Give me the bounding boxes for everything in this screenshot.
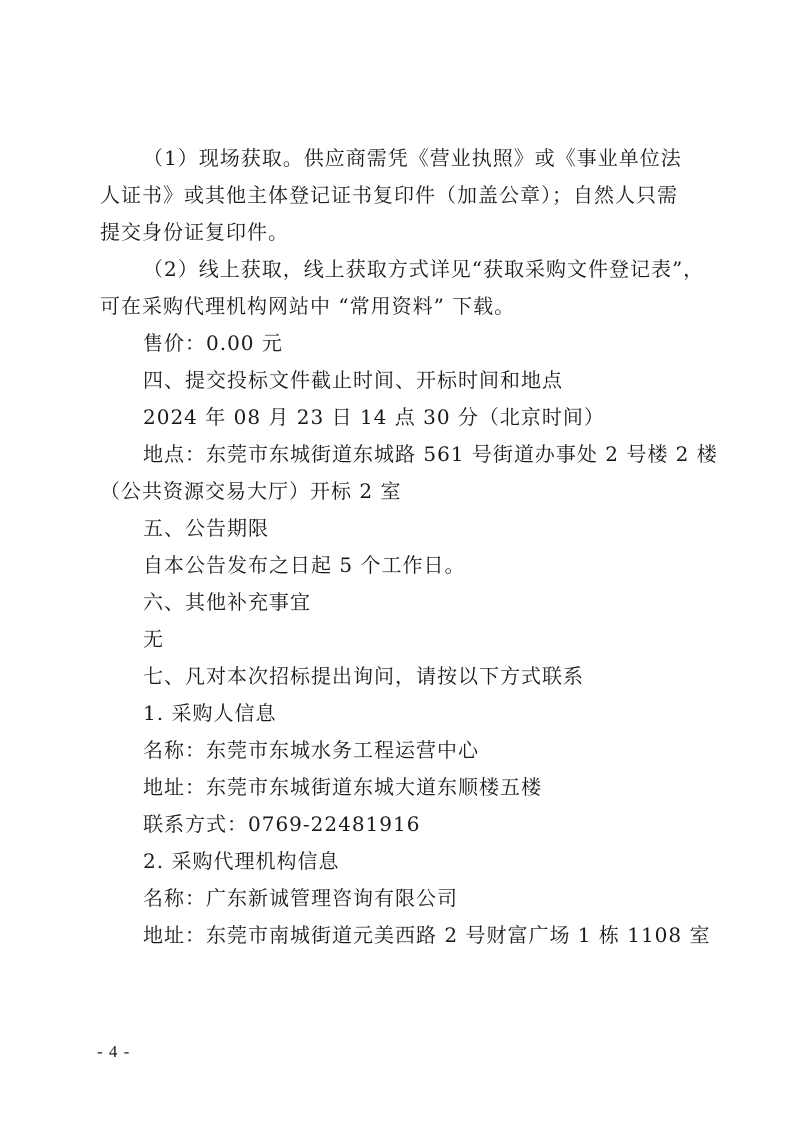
location-line-2: （公共资源交易大厅）开标 2 室 xyxy=(100,479,402,503)
section-heading-5: 五、公告期限 xyxy=(143,516,269,540)
section-heading-6: 六、其他补充事宜 xyxy=(143,590,311,614)
notice-period-line: 自本公告发布之日起 5 个工作日。 xyxy=(143,553,466,577)
other-matters-line: 无 xyxy=(143,627,164,651)
document-body xyxy=(100,140,718,954)
paragraph-line-3: 提交身份证复印件。 xyxy=(100,220,289,244)
page-number: - 4 - xyxy=(97,1042,131,1061)
paragraph-line-4: （2）线上获取，线上获取方式详见“获取采购文件登记表”， xyxy=(143,257,705,281)
paragraph-line-2: 人证书》或其他主体登记证书复印件（加盖公章）；自然人只需 xyxy=(100,183,678,207)
section-heading-4: 四、提交投标文件截止时间、开标时间和地点 xyxy=(143,368,563,392)
purchaser-contact: 联系方式：0769-22481916 xyxy=(143,812,421,836)
purchaser-heading: 1. 采购人信息 xyxy=(143,701,277,725)
purchaser-name: 名称：东莞市东城水务工程运营中心 xyxy=(143,738,479,762)
section-heading-7: 七、凡对本次招标提出询问，请按以下方式联系 xyxy=(143,664,584,688)
paragraph-line-1: （1）现场获取。供应商需凭《营业执照》或《事业单位法 xyxy=(143,146,682,170)
deadline-line: 2024 年 08 月 23 日 14 点 30 分（北京时间） xyxy=(143,405,605,429)
agency-heading: 2. 采购代理机构信息 xyxy=(143,849,340,873)
purchaser-address: 地址：东莞市东城街道东城大道东顺楼五楼 xyxy=(143,775,542,799)
agency-name: 名称：广东新诚管理咨询有限公司 xyxy=(143,886,458,910)
price-line: 售价：0.00 元 xyxy=(143,331,283,355)
agency-address: 地址：东莞市南城街道元美西路 2 号财富广场 1 栋 1108 室 xyxy=(143,923,711,947)
location-line-1: 地点：东莞市东城街道东城路 561 号街道办事处 2 号楼 2 楼 xyxy=(143,442,718,466)
paragraph-line-5: 可在采购代理机构网站中 “常用资料” 下载。 xyxy=(100,294,516,318)
